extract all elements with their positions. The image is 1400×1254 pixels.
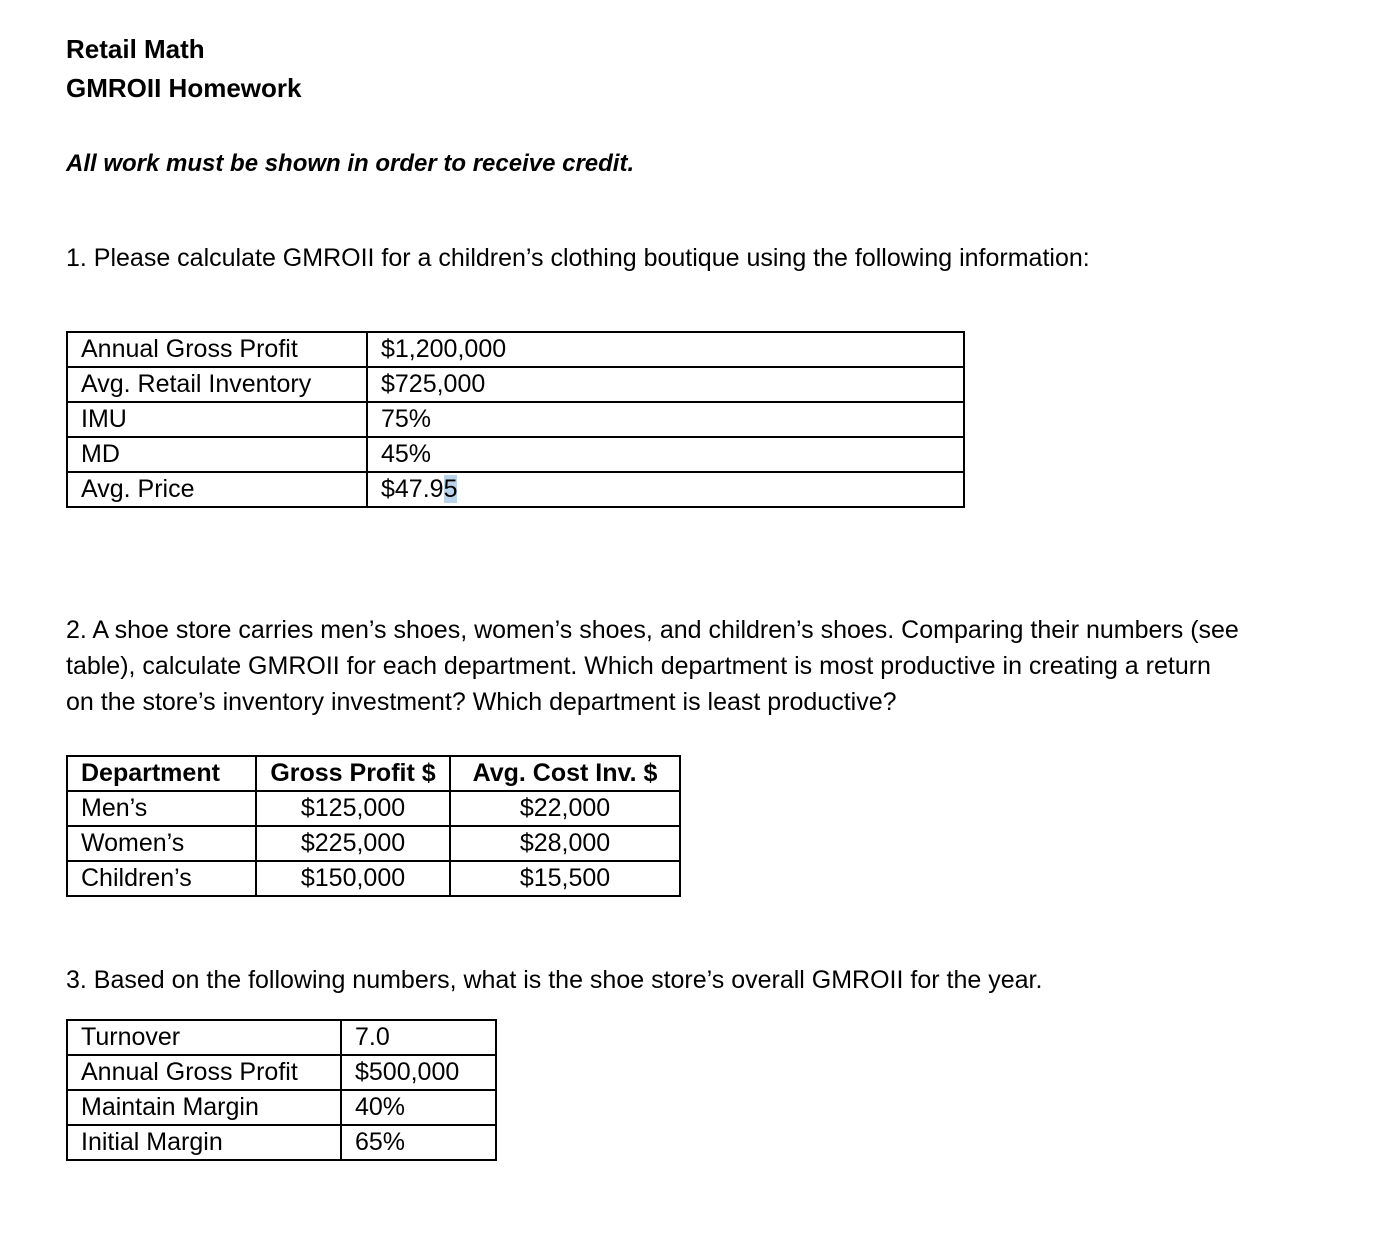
table-cell-label: MD: [67, 437, 367, 472]
table-cell-gross-profit: $225,000: [256, 826, 450, 861]
doc-title: Retail Math: [66, 34, 205, 64]
table-row: [67, 437, 964, 472]
table-row: [67, 1020, 496, 1055]
table-row: [67, 332, 964, 367]
table-cell-value: $500,000: [341, 1055, 496, 1090]
table-cell-gross-profit: $150,000: [256, 861, 450, 896]
question-3-table: [66, 1019, 497, 1161]
table-cell-department: Children’s: [67, 861, 256, 896]
table-row: [67, 1125, 496, 1160]
question-2-table: [66, 755, 681, 897]
question-2-line-1: 2. A shoe store carries men’s shoes, women’s shoes, and children’s shoes. Comparing their numbers (see: [66, 616, 1239, 644]
question-3-text: 3. Based on the following numbers, what is the shoe store’s overall GMROII for the year.: [66, 966, 1043, 994]
question-2-line-3: on the store’s inventory investment? Which department is least productive?: [66, 688, 897, 716]
table-cell-label: IMU: [67, 402, 367, 437]
column-header: Department: [67, 756, 256, 791]
table-cell-gross-profit: $125,000: [256, 791, 450, 826]
column-header: Gross Profit $: [256, 756, 450, 791]
table-cell-avg-cost-inv: $28,000: [450, 826, 680, 861]
table-cell-value: 40%: [341, 1090, 496, 1125]
doc-subtitle: GMROII Homework: [66, 73, 302, 103]
table-cell-department: Men’s: [67, 791, 256, 826]
table-cell-value: [367, 472, 964, 507]
table-cell-label: Maintain Margin: [67, 1090, 341, 1125]
table-row: [67, 861, 680, 896]
table-cell-label: Avg. Price: [67, 472, 367, 507]
table-cell-value: 75%: [367, 402, 964, 437]
table-cell-value: $725,000: [367, 367, 964, 402]
table-cell-label: Annual Gross Profit: [67, 1055, 341, 1090]
table-row: [67, 1090, 496, 1125]
table-cell-value: 7.0: [341, 1020, 496, 1055]
column-header: Avg. Cost Inv. $: [450, 756, 680, 791]
table-row: [67, 1055, 496, 1090]
table-row: [67, 472, 964, 507]
table-row: [67, 367, 964, 402]
table-cell-value: $1,200,000: [367, 332, 964, 367]
table-cell-label: Initial Margin: [67, 1125, 341, 1160]
question-2-line-2: table), calculate GMROII for each department. Which department is most productive in creating a return: [66, 652, 1211, 680]
question-1-text: 1. Please calculate GMROII for a children’s clothing boutique using the following information:: [66, 244, 1090, 272]
table-row: [67, 826, 680, 861]
table-header-row: [67, 756, 680, 791]
table-cell-department: Women’s: [67, 826, 256, 861]
table-cell-value: 65%: [341, 1125, 496, 1160]
table-row: [67, 402, 964, 437]
text-selection-highlight: 5: [443, 475, 458, 503]
question-1-table: [66, 331, 965, 508]
table-row: [67, 791, 680, 826]
table-cell-value: 45%: [367, 437, 964, 472]
table-cell-label: Avg. Retail Inventory: [67, 367, 367, 402]
table-cell-label: Annual Gross Profit: [67, 332, 367, 367]
table-cell-avg-cost-inv: $15,500: [450, 861, 680, 896]
instructions-note: All work must be shown in order to receive credit.: [66, 150, 635, 177]
table-cell-label: Turnover: [67, 1020, 341, 1055]
table-cell-avg-cost-inv: $22,000: [450, 791, 680, 826]
value-text: $47.9: [381, 475, 444, 503]
